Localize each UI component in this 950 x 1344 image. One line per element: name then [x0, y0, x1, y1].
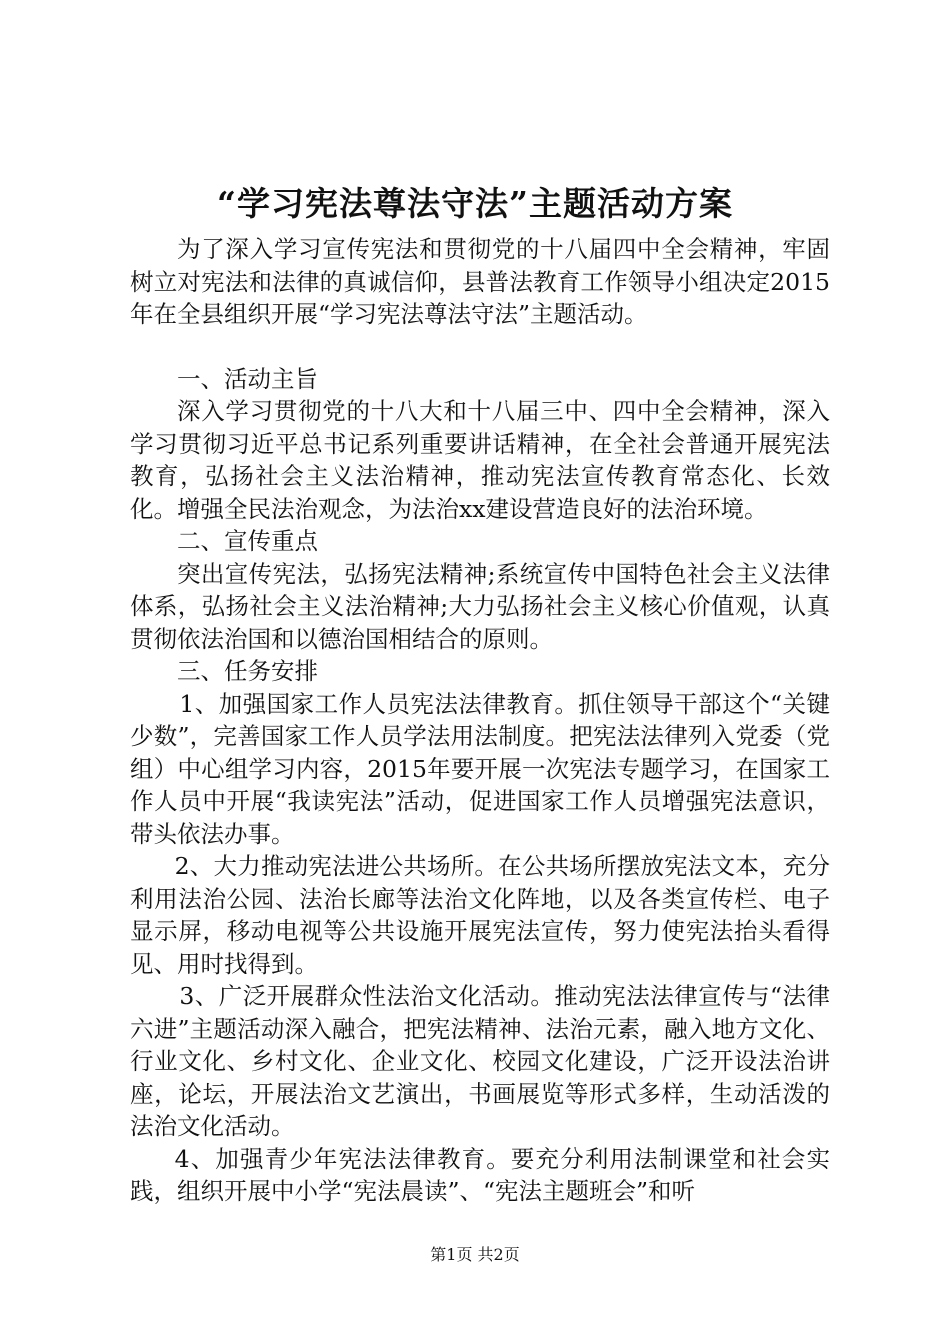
section-heading-purpose: 一、活动主旨 [177, 364, 318, 393]
section-heading-tasks: 三、任务安排 [177, 657, 318, 685]
document-title: “学习宪法尊法守法”主题活动方案 [217, 184, 733, 223]
intro-paragraph: 为了深入学习宣传宪法和贯彻党的十八届四中全会精神，牢固树立对宪法和法律的真诚信仰，县普法教育工作领导小组决定2015年在全县组织开展“学习宪法尊法守法”主题活动。 [130, 235, 830, 328]
task-item-2: 2、大力推动宪法进公共场所。在公共场所摆放宪法文本，充分利用法治公园、法治长廊等法治文化阵地，以及各类宣传栏、电子显示屏，移动电视等公共设施开展宪法宣传，努力使宪法抬头看得见、用时找得到。 [130, 852, 830, 978]
task-item-1: 1、加强国家工作人员宪法法律教育。抓住领导干部这个“关键少数”，完善国家工作人员学法用法制度。把宪法法律列入党委（党组）中心组学习内容，2015年要开展一次宪法专题学习，在国家工作人员中开展“我读宪法”活动，促进国家工作人员增强宪法意识，带头依法办事。 [130, 689, 830, 848]
page-indicator: 第1页 共2页 [430, 1245, 520, 1264]
task-item-4: 4、加强青少年宪法法律教育。要充分利用法制课堂和社会实践，组织开展中小学“宪法晨读”、“宪法主题班会”和听 [130, 1144, 830, 1205]
document-body [130, 233, 830, 1208]
task-item-3: 3、广泛开展群众性法治文化活动。推动宪法法律宣传与“法律六进”主题活动深入融合，把宪法精神、法治元素，融入地方文化、行业文化、乡村文化、企业文化、校园文化建设，广泛开设法治讲座，论坛，开展法治文艺演出，书画展览等形式多样，生动活泼的法治文化活动。 [130, 982, 830, 1140]
section-heading-focus: 二、宣传重点 [177, 527, 318, 555]
section-text-purpose: 深入学习贯彻党的十八大和十八届三中、四中全会精神，深入学习贯彻习近平总书记系列重要讲话精神，在全社会普通开展宪法教育，弘扬社会主义法治精神，推动宪法宣传教育常态化、长效化。增强全民法治观念，为法治xx建设营造良好的法治环境。 [130, 397, 830, 523]
section-text-focus: 突出宣传宪法，弘扬宪法精神;系统宣传中国特色社会主义法律体系，弘扬社会主义法治精神;大力弘扬社会主义核心价值观，认真贯彻依法治国和以德治国相结合的原则。 [130, 559, 830, 653]
